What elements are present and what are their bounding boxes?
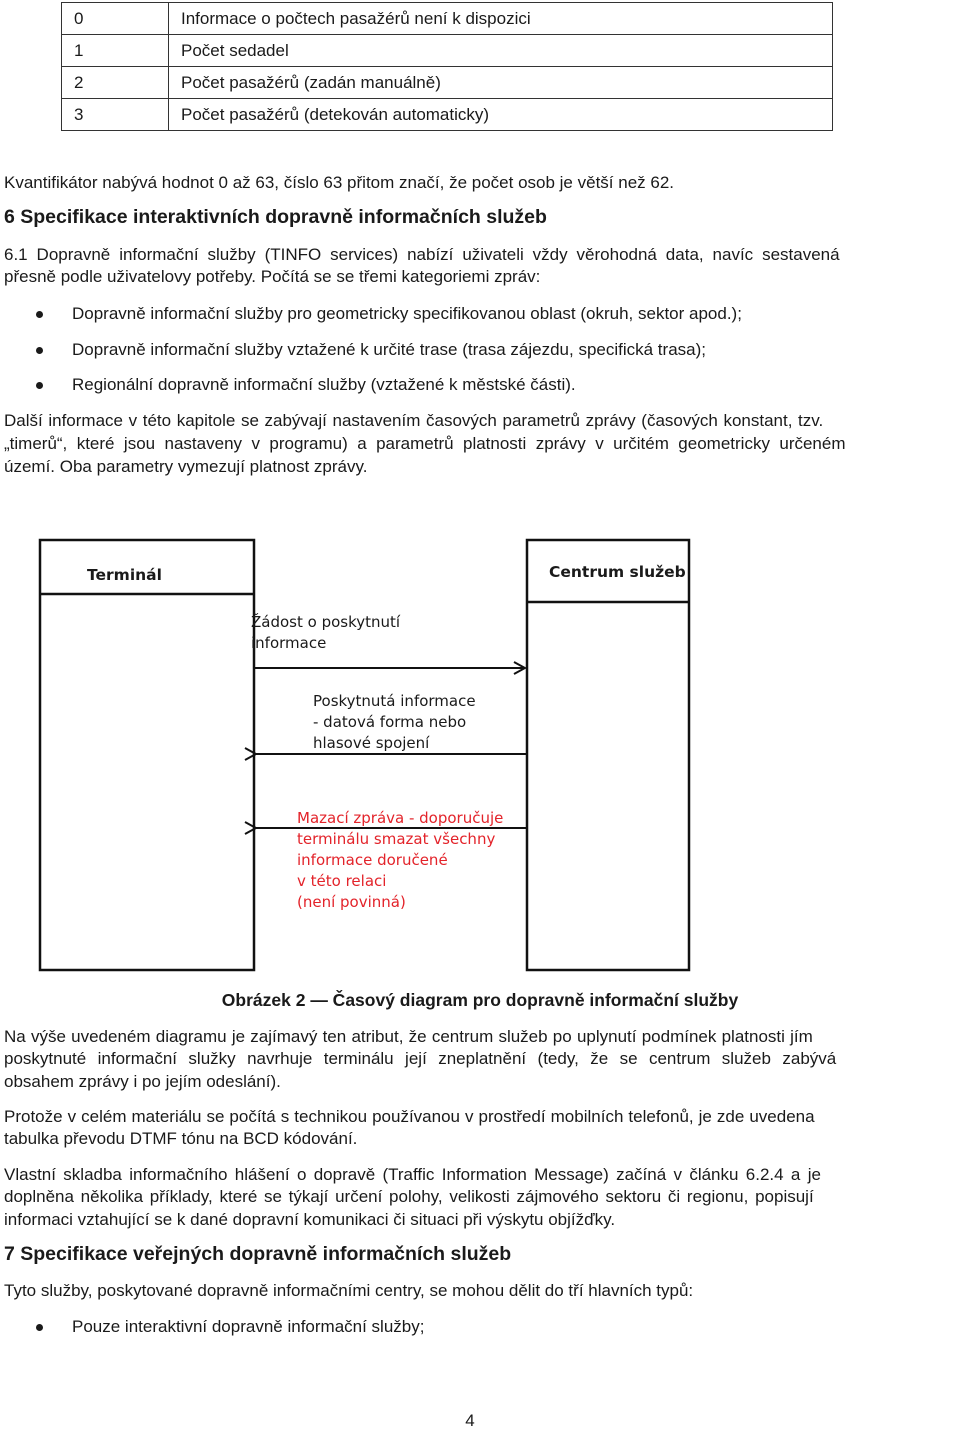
figure-caption: Obrázek 2 — Časový diagram pro dopravně informační služby xyxy=(221,990,739,1010)
quantifier-paragraph: Kvantifikátor nabývá hodnot 0 až 63, číslo 63 přitom značí, že počet osob je větší než 62. xyxy=(4,173,674,192)
table-row xyxy=(62,99,833,131)
para-5-line-1: Vlastní skladba informačního hlášení o dopravě (Traffic Information Message) začíná v článku 6.2.4 a je xyxy=(4,1165,821,1184)
page-number: 4 xyxy=(465,1411,475,1430)
service-center-lifeline-box xyxy=(527,540,689,970)
timing-diagram xyxy=(0,520,960,980)
section-6-para-2-line-3: území. Oba parametry vymezují platnost zprávy. xyxy=(4,457,368,476)
table-cell-description: Informace o počtech pasažérů není k dispozici xyxy=(169,3,833,35)
section-6-1-line-2: přesně podle uživatelovy potřeby. Počítá se se třemi kategoriemi zpráv: xyxy=(4,267,541,286)
section-6-1-line-1: 6.1 Dopravně informační služby (TINFO services) nabízí uživateli vždy věrohodná data, navíc sestavená xyxy=(4,245,840,264)
table-cell-description: Počet pasažérů (detekován automaticky) xyxy=(169,99,833,131)
bullet-item-2: Dopravně informační služby vztažené k určité trase (trasa zájezdu, specifická trasa); xyxy=(72,340,706,359)
bullet-item-3: Regionální dopravně informační služby (vztažené k městské části). xyxy=(72,375,576,394)
bullet-dot xyxy=(36,382,43,389)
table-cell-code: 0 xyxy=(62,3,169,35)
bullet-dot xyxy=(36,311,43,318)
bullet-dot xyxy=(36,1324,43,1331)
service-center-title: Centrum služeb xyxy=(549,563,686,581)
section-6-heading: 6 Specifikace interaktivních dopravně informačních služeb xyxy=(4,206,547,228)
delete-message-label: Mazací zpráva - doporučuje terminálu smazat všechny informace doručené v této relaci (není povinná) xyxy=(297,809,504,911)
table-row xyxy=(62,3,833,35)
terminal-lifeline-box xyxy=(40,540,254,970)
passenger-code-table xyxy=(61,2,833,131)
table-cell-code: 3 xyxy=(62,99,169,131)
para-5-line-3: informaci vztahující se k dané dopravní komunikaci či situaci při výskytu objížďky. xyxy=(4,1210,616,1229)
bullet-item-1: Dopravně informační služby pro geometricky specifikovanou oblast (okruh, sektor apod.); xyxy=(72,304,742,323)
section-7-heading: 7 Specifikace veřejných dopravně informačních služeb xyxy=(4,1243,512,1265)
para-5-line-2: doplněna několika příklady, které se týkají určení polohy, velikosti zájmového sektoru či regionu, popisují xyxy=(4,1187,814,1206)
para-4-line-2: tabulka převodu DTMF tónu na BCD kódování. xyxy=(4,1129,358,1148)
section-7-paragraph: Tyto služby, poskytované dopravně informačními centry, se mohou dělit do tří hlavních typů: xyxy=(4,1281,694,1300)
para-3-line-2: poskytnuté informační služky navrhuje terminálu její zneplatnění (tedy, že se centrum služeb zabývá xyxy=(4,1049,837,1068)
table-cell-code: 2 xyxy=(62,67,169,99)
table-row xyxy=(62,67,833,99)
table-row xyxy=(62,35,833,67)
bullet-dot xyxy=(36,347,43,354)
response-label: Poskytnutá informace - datová forma nebo hlasové spojení xyxy=(313,692,476,752)
table-cell-description: Počet sedadel xyxy=(169,35,833,67)
section-6-para-2-line-1: Další informace v této kapitole se zabývají nastavením časových parametrů zprávy (časových konstant, tzv. xyxy=(4,411,824,430)
para-4-line-1: Protože v celém materiálu se počítá s technikou používanou v prostředí mobilních telefonů, je zde uvedena xyxy=(4,1107,815,1126)
table-cell-code: 1 xyxy=(62,35,169,67)
table-cell-description: Počet pasažérů (zadán manuálně) xyxy=(169,67,833,99)
para-3-line-3: obsahem zprávy i po jejím odeslání). xyxy=(4,1072,281,1091)
section-6-para-2-line-2: „timerů“, které jsou nastaveny v programu) a parametrů platnosti zprávy v určitém geometricky určeném xyxy=(4,434,846,453)
request-label: Žádost o poskytnutí informace xyxy=(251,613,401,652)
para-3-line-1: Na výše uvedeném diagramu je zajímavý ten atribut, že centrum služeb po uplynutí podmínek platnosti jím xyxy=(4,1027,813,1046)
terminal-title: Terminál xyxy=(87,566,162,584)
section-7-bullet-1: Pouze interaktivní dopravně informační služby; xyxy=(72,1317,425,1336)
